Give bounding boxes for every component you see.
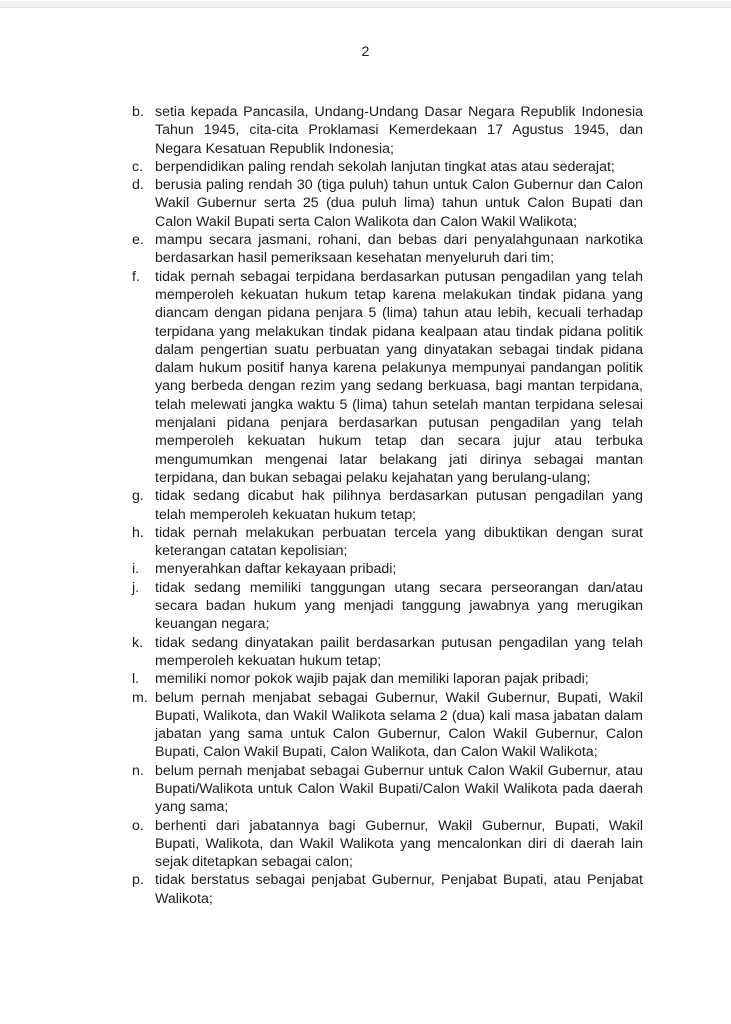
page-number: 2 — [361, 44, 370, 60]
list-item-text: tidak pernah melakukan perbuatan tercela yang dibuktikan dengan surat keterangan catatan kepolisian; — [155, 524, 643, 560]
list-item-text: berhenti dari jabatannya bagi Gubernur, Wakil Gubernur, Bupati, Wakil Bupati, Walikota, dan Wakil Walikota yang mencalonkan diri di daerah lain sejak ditetapkan sebagai calon; — [155, 817, 643, 871]
list-item — [132, 634, 643, 671]
list-item-label: n. — [132, 762, 144, 779]
list-item — [132, 689, 643, 762]
list-item-text: berusia paling rendah 30 (tiga puluh) tahun untuk Calon Gubernur dan Calon Wakil Gubernur serta 25 (dua puluh lima) tahun untuk Calon Bupati dan Calon Wakil Bupati serta Calon Walikota dan Calon Wakil Walikota; — [155, 177, 643, 230]
list-item-text: memiliki nomor pokok wajib pajak dan memiliki laporan pajak pribadi; — [155, 671, 589, 688]
list-item — [132, 871, 643, 908]
list-item — [132, 158, 643, 176]
list-item-text: tidak sedang memiliki tanggungan utang secara perseorangan dan/atau secara badan hukum yang menjadi tanggung jawabnya yang merugikan keuangan negara; — [155, 579, 643, 633]
list-item — [132, 817, 643, 872]
list-item-text: tidak sedang dicabut hak pilihnya berdasarkan putusan pengadilan yang telah memperoleh kekuatan hukum tetap; — [155, 488, 643, 523]
list-item — [132, 103, 643, 158]
list-item-label: g. — [132, 488, 144, 505]
list-item — [132, 524, 643, 561]
list-item-label: c. — [132, 158, 144, 175]
list-item — [132, 176, 643, 231]
list-item — [132, 268, 643, 488]
list-item-text: berpendidikan paling rendah sekolah lanjutan tingkat atas atau sederajat; — [155, 158, 615, 175]
list-item-text: mampu secara jasmani, rohani, dan bebas dari penyalahgunaan narkotika berdasarkan hasil pemeriksaan kesehatan menyeluruh dari tim; — [155, 232, 643, 267]
list-item — [132, 231, 643, 268]
list-item-text: belum pernah menjabat sebagai Gubernur, Wakil Gubernur, Bupati, Wakil Bupati, Walikota, dan Wakil Walikota selama 2 (dua) kali masa jabatan dalam jabatan yang sama untuk Calon Gubernur, Calon Wakil Gubernur, Calon Bupati, Calon Wakil Bupati, Calon Walikota, dan Calon Wakil Walikota; — [155, 689, 643, 761]
list-item-label: d. — [132, 177, 144, 194]
list-item-label: e. — [132, 232, 144, 249]
requirement-list — [132, 103, 643, 908]
list-item-label: o. — [132, 817, 144, 834]
list-item-text: setia kepada Pancasila, Undang-Undang Dasar Negara Republik Indonesia Tahun 1945, cita-cita Proklamasi Kemerdekaan 17 Agustus 1945, dan Negara Kesatuan Republik Indonesia; — [155, 104, 643, 157]
list-item-label: h. — [132, 524, 144, 541]
list-item-label: l. — [132, 671, 140, 688]
list-item-label: j. — [132, 579, 140, 596]
list-item — [132, 560, 643, 578]
list-item-text: menyerahkan daftar kekayaan pribadi; — [155, 561, 397, 578]
list-item-text: tidak sedang dinyatakan pailit berdasarkan putusan pengadilan yang telah memperoleh kekuatan hukum tetap; — [155, 634, 643, 669]
list-item-text: tidak berstatus sebagai penjabat Gubernur, Penjabat Bupati, atau Penjabat Walikota; — [155, 872, 643, 907]
list-item — [132, 670, 643, 688]
list-item-text: belum pernah menjabat sebagai Gubernur untuk Calon Wakil Gubernur, atau Bupati/Walikota untuk Calon Wakil Bupati/Calon Wakil Walikota pada daerah yang sama; — [155, 762, 643, 816]
list-item-label: p. — [132, 872, 144, 889]
list-item — [132, 579, 643, 634]
list-item-label: k. — [132, 634, 144, 651]
list-item — [132, 487, 643, 524]
list-item-label: f. — [132, 268, 140, 285]
list-item-label: i. — [132, 561, 140, 578]
list-item-label: b. — [132, 104, 144, 120]
list-item-label: m. — [132, 689, 148, 706]
list-item-text: tidak pernah sebagai terpidana berdasarkan putusan pengadilan yang telah memperoleh kekuatan hukum tetap karena melakukan tindak pidana yang diancam dengan pidana penjara 5 (lima) tahun atau lebih, kecuali terhadap terpidana yang melakukan tindak pidana kealpaan atau tindak pidana politik dalam pengertian suatu perbuatan yang dinyatakan sebagai tindak pidana dalam hukum positif hanya karena pelakunya mempunyai pandangan politik yang berbeda dengan rezim yang sedang berkuasa, bagi mantan terpidana, telah melewati jangka waktu 5 (lima) tahun setelah mantan terpidana selesai menjalani pidana penjara berdasarkan putusan pengadilan yang telah memperoleh kekuatan hukum tetap dan secara jujur atau terbuka mengumumkan mengenai latar belakang jati dirinya sebagai mantan terpidana, dan bukan sebagai pelaku kejahatan yang berulang-ulang; — [155, 268, 643, 486]
scan-edge-top — [0, 1, 731, 8]
list-item — [132, 762, 643, 817]
